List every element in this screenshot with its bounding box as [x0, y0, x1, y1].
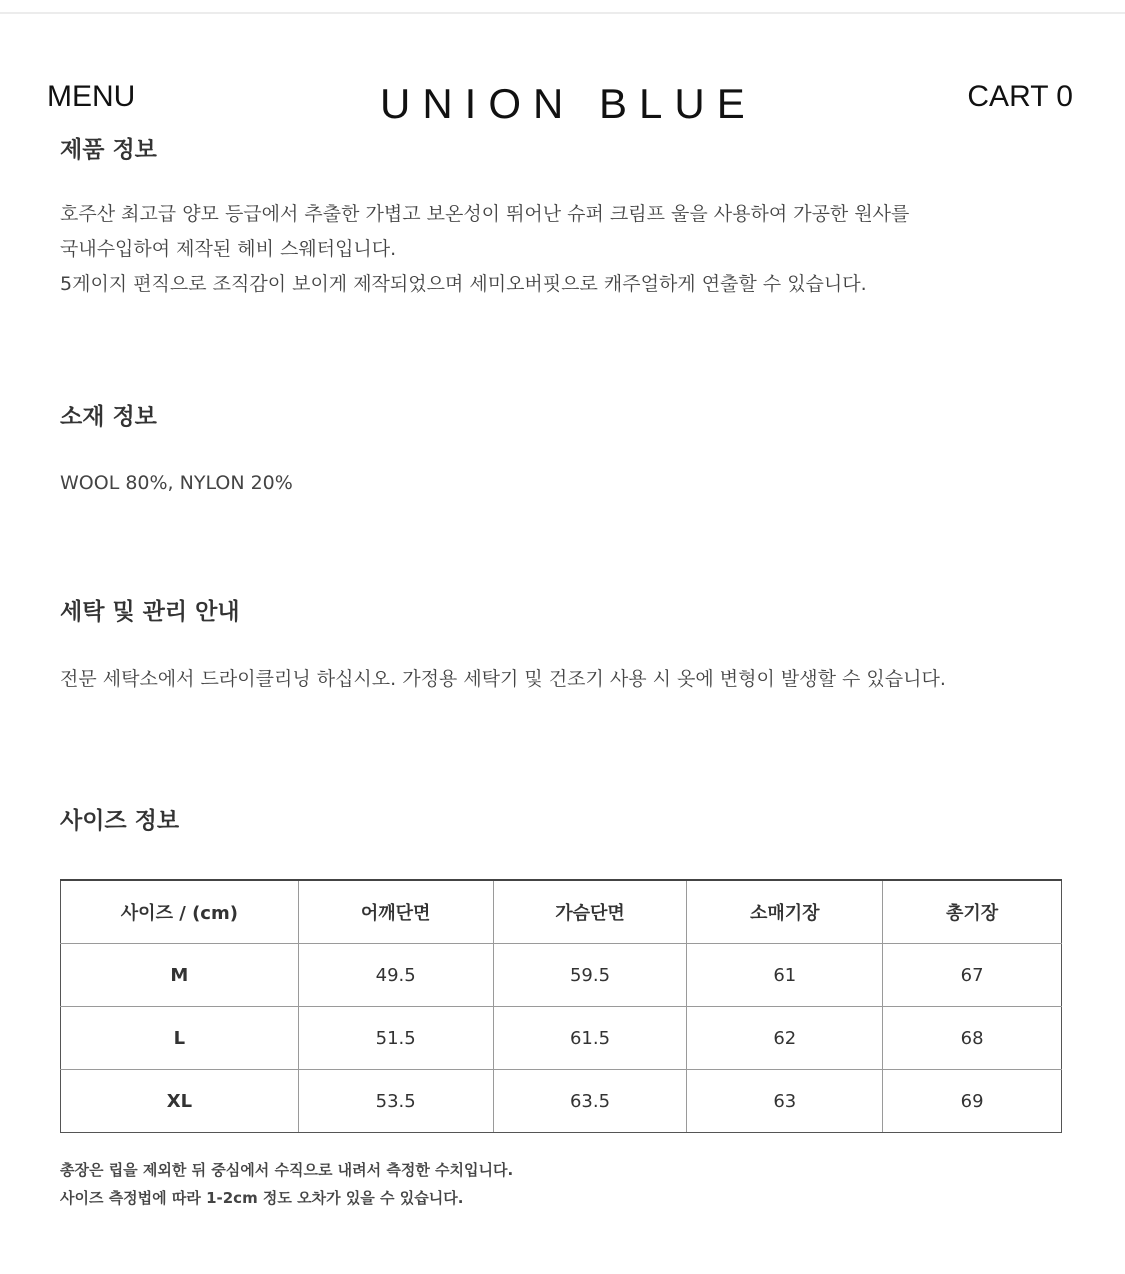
product-info-description: [60, 197, 909, 302]
chest-cell: 63.5: [493, 1070, 687, 1133]
size-cell: XL: [61, 1070, 299, 1133]
column-header-chest: 가슴단면: [493, 880, 687, 944]
care-info-heading: 세탁 및 관리 안내: [60, 599, 240, 625]
shoulder-cell: 51.5: [298, 1007, 493, 1070]
product-info-line: 5게이지 편직으로 조직감이 보이게 제작되었으며 세미오버핏으로 캐주얼하게 연출할 수 있습니다.: [60, 273, 867, 295]
length-cell: 69: [883, 1070, 1062, 1133]
size-cell: M: [61, 944, 299, 1007]
length-cell: 67: [883, 944, 1062, 1007]
size-cell: L: [61, 1007, 299, 1070]
size-table-header-row: [61, 880, 1062, 944]
column-header-shoulder: 어깨단면: [298, 880, 493, 944]
shoulder-cell: 49.5: [298, 944, 493, 1007]
product-info-line: 호주산 최고급 양모 등급에서 추출한 가볍고 보온성이 뛰어난 슈퍼 크림프 울을 사용하여 가공한 원사를: [60, 203, 910, 225]
table-row: [61, 1007, 1062, 1070]
chest-cell: 59.5: [493, 944, 687, 1007]
cart-button[interactable]: CART 0: [967, 80, 1073, 113]
top-divider: [0, 12, 1125, 14]
product-info-heading: 제품 정보: [60, 137, 157, 163]
brand-logo[interactable]: UNION BLUE: [380, 80, 757, 127]
size-notes: [60, 1156, 513, 1212]
care-info-text: 전문 세탁소에서 드라이클리닝 하십시오. 가정용 세탁기 및 건조기 사용 시 옷에 변형이 발생할 수 있습니다.: [60, 668, 946, 690]
menu-button[interactable]: MENU: [47, 80, 136, 113]
size-note: 사이즈 측정법에 따라 1-2cm 정도 오차가 있을 수 있습니다.: [60, 1189, 464, 1207]
sleeve-cell: 61: [687, 944, 883, 1007]
site-header: [0, 76, 1125, 136]
column-header-sleeve: 소매기장: [687, 880, 883, 944]
size-note: 총장은 립을 제외한 뒤 중심에서 수직으로 내려서 측정한 수치입니다.: [60, 1161, 514, 1179]
product-info-line: 국내수입하여 제작된 헤비 스웨터입니다.: [60, 238, 397, 260]
chest-cell: 61.5: [493, 1007, 687, 1070]
size-table: [60, 879, 1062, 1133]
sleeve-cell: 62: [687, 1007, 883, 1070]
table-row: [61, 944, 1062, 1007]
material-info-text: WOOL 80%, NYLON 20%: [60, 472, 293, 494]
sleeve-cell: 63: [687, 1070, 883, 1133]
size-info-heading: 사이즈 정보: [60, 808, 180, 834]
table-row: [61, 1070, 1062, 1133]
shoulder-cell: 53.5: [298, 1070, 493, 1133]
column-header-size: 사이즈 / (cm): [61, 880, 299, 944]
column-header-length: 총기장: [883, 880, 1062, 944]
length-cell: 68: [883, 1007, 1062, 1070]
material-info-heading: 소재 정보: [60, 404, 157, 430]
